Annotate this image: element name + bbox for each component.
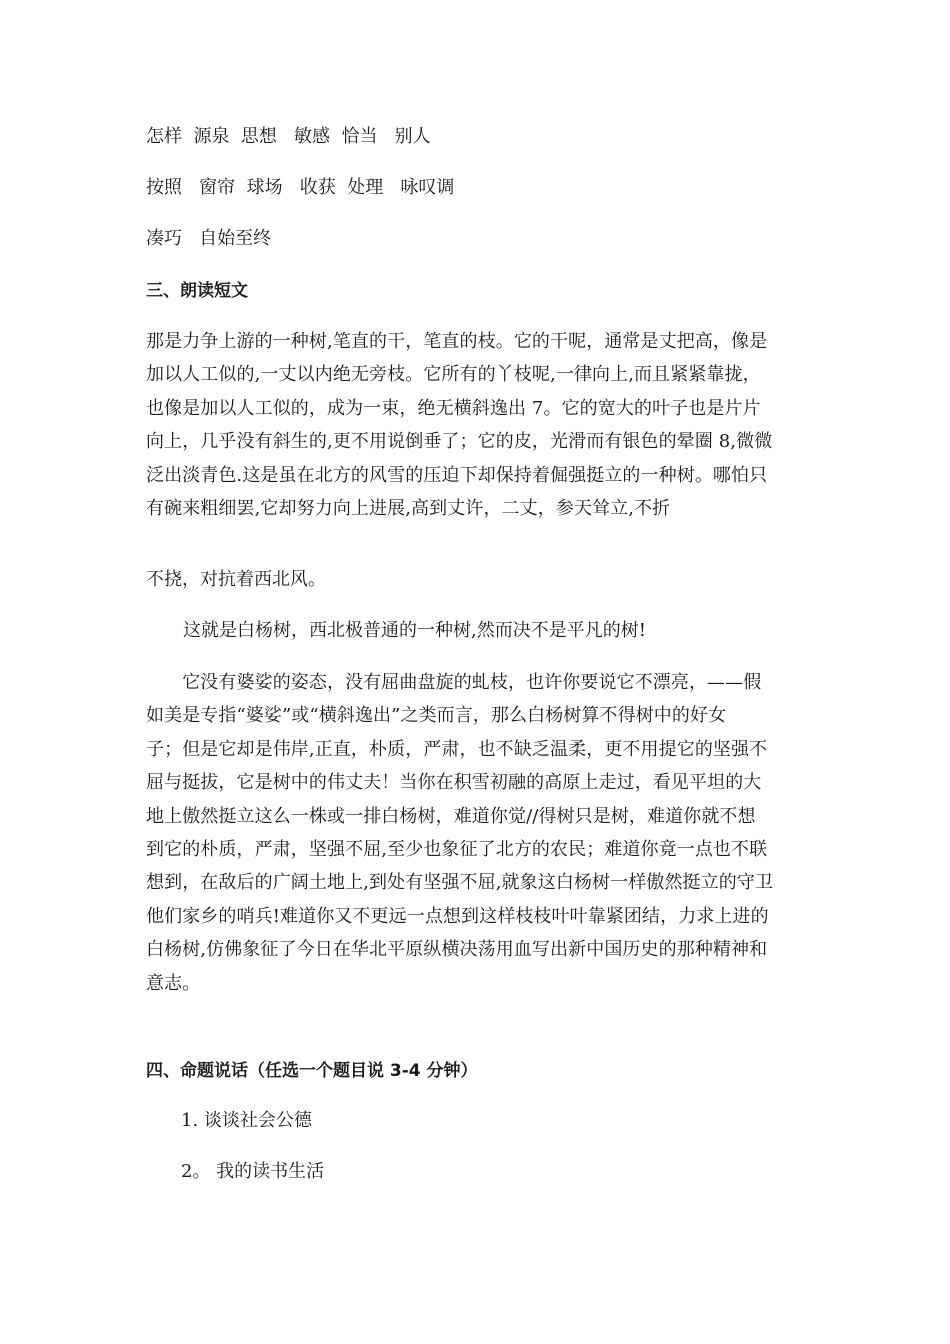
paragraph-line: 向上，几乎没有斜生的,更不用说倒垂了；它的皮，光滑而有银色的晕圈 8,微微 xyxy=(146,431,773,453)
paragraph-line: 地上傲然挺立这么一株或一排白杨树，难道你觉//得树只是树，难道你就不想 xyxy=(146,805,756,827)
paragraph-line: 子；但是它却是伟岸,正直，朴质，严肃，也不缺乏温柔，更不用提它的坚强不 xyxy=(146,738,768,760)
paragraph-line: 那是力争上游的一种树,笔直的干，笔直的枝。它的干呢，通常是丈把高，像是 xyxy=(146,331,768,352)
paragraph-line: 它没有婆娑的姿态，没有屈曲盘旋的虬枝，也许你要说它不漂亮，——假 xyxy=(146,672,762,693)
paragraph-line: 有碗来粗细罢,它却努力向上进展,高到丈许，二丈，参天耸立,不折 xyxy=(146,498,671,520)
reading-paragraph-1-tail: 不挠，对抗着西北风。 xyxy=(146,569,326,590)
section-heading-topic-talk: 四、命题说话（任选一个题目说 3-4 分钟） xyxy=(146,1061,478,1081)
paragraph-line: 到它的朴质，严肃，坚强不屈,至少也象征了北方的农民；难道你竟一点也不联 xyxy=(146,839,768,861)
paragraph-line: 他们家乡的哨兵!难道你又不更远一点想到这样枝枝叶叶靠紧团结，力求上进的 xyxy=(146,905,769,927)
section-heading-reading: 三、朗读短文 xyxy=(146,281,248,301)
paragraph-line: 加以人工似的,一丈以内绝无旁枝。它所有的丫枝呢,一律向上,而且紧紧靠拢， xyxy=(146,364,761,386)
vocabulary-line-2: 按照 窗帘 球场 收获 处理 咏叹调 xyxy=(146,177,455,198)
paragraph-line: 想到，在敌后的广阔土地上,到处有坚强不屈,就象这白杨树一样傲然挺立的守卫 xyxy=(146,872,774,894)
paragraph-line: 如美是专指“婆娑”或“横斜逸出”之类而言，那么白杨树算不得树中的好女 xyxy=(146,705,727,727)
paragraph-line: 意志。 xyxy=(146,972,201,994)
reading-paragraph-2: 这就是白杨树，西北极普通的一种树,然而决不是平凡的树! xyxy=(183,620,646,641)
vocabulary-line-1: 怎样 源泉 思想 敏感 恰当 别人 xyxy=(146,126,431,147)
topic-item-2: 2。 我的读书生活 xyxy=(181,1161,325,1182)
vocabulary-line-3: 凑巧 自始至终 xyxy=(146,228,272,249)
paragraph-line: 泛出淡青色.这是虽在北方的风雪的压迫下却保持着倔强挺立的一种树。哪怕只 xyxy=(146,464,768,486)
reading-paragraph-3 xyxy=(146,666,810,1000)
paragraph-line: 白杨树,仿佛象征了今日在华北平原纵横决荡用血写出新中国历史的那种精神和 xyxy=(146,939,768,961)
topic-item-1: 1. 谈谈社会公德 xyxy=(181,1110,312,1131)
reading-paragraph-1 xyxy=(146,325,810,525)
paragraph-line: 也像是加以人工似的，成为一束，绝无横斜逸出 7。它的宽大的叶子也是片片 xyxy=(146,397,761,419)
paragraph-line: 屈与挺拔，它是树中的伟丈夫！当你在积雪初融的高原上走过，看见平坦的大 xyxy=(146,772,762,794)
